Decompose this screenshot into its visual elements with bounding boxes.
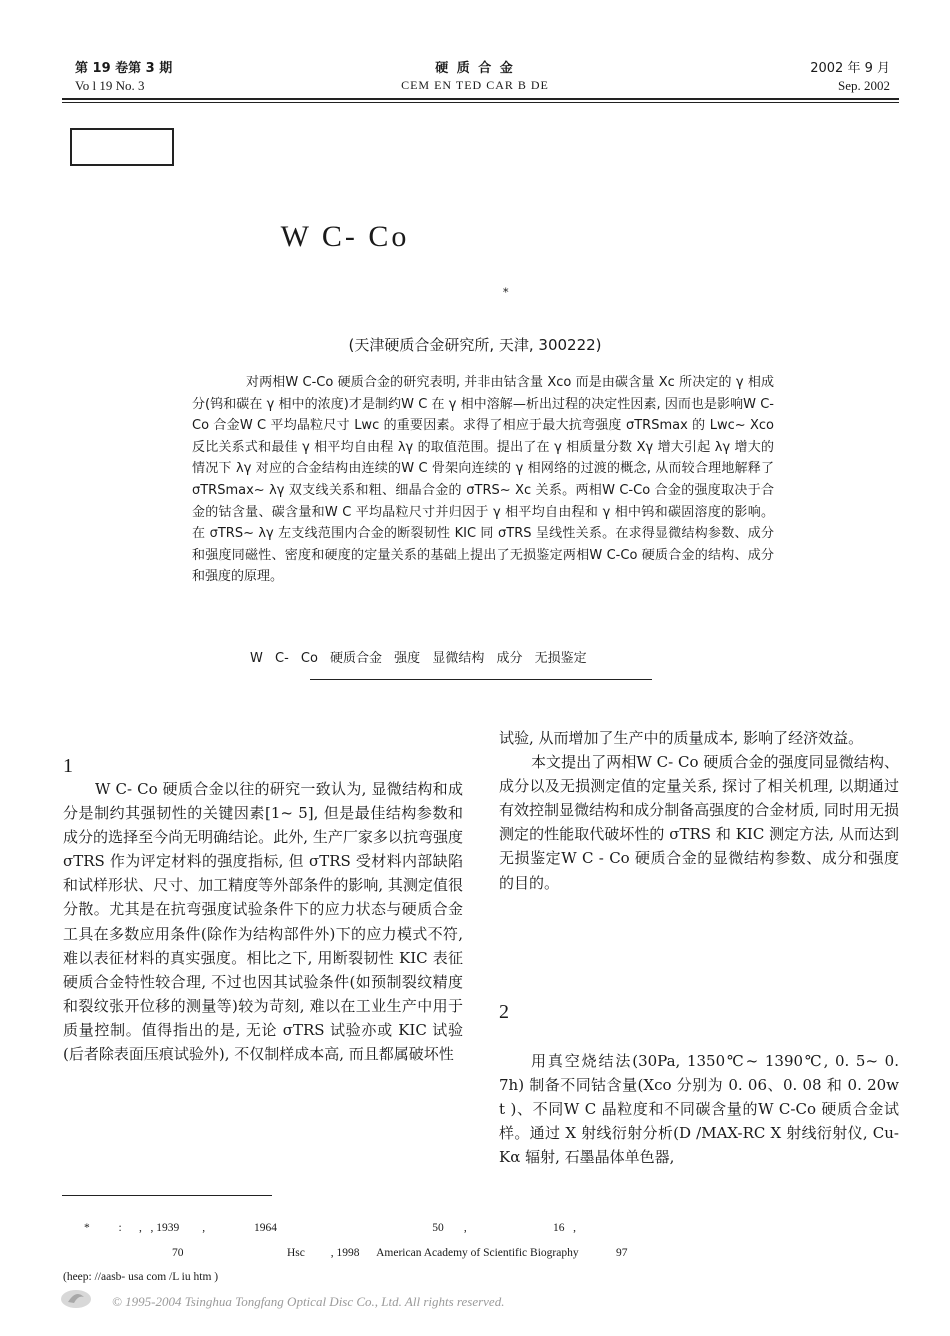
keywords: W C- Co 硬质合金 强度 显微结构 成分 无损鉴定 — [250, 651, 587, 666]
article-title: W C- Co — [280, 220, 410, 253]
journal-volume-en: Vo l 19 No. 3 — [75, 78, 145, 93]
section-1-paragraph-3: 本文提出了两相W C- Co 硬质合金的强度同显微结构、成分以及无损测定值的定量关系, 探讨了相关机理, 以期通过有效控制显微结构和成分制备高强度的合金材质, 同时用无损测定的性能取代破坏性的 σTRS 和 KIC 测定方法, 从而达到无损鉴定W C - Co 硬质合金的显微结构参数、成分和强度的目的。 — [499, 753, 899, 892]
abstract-text: 对两相W C-Co 硬质合金的研究表明, 并非由钴含量 Xco 而是由碳含量 Xc 所决定的 γ 相成分(钨和碳在 γ 相中的浓度)才是制约W C 在 γ 相中溶解—析出过程的决定性因素, 因而也是影响W C-Co 合金W C 平均晶粒尺寸 Lwc 的重要因素。求得了相应于最大抗弯强度 σTRSmax 的 Lwc~ Xco 反比关系式和最佳 γ 相平均自由程 λγ 的取值范围。提出了在 γ 相质量分数 Xγ 增大引起 λγ 增大的情况下 λγ 对应的合金结构由连续的W C 骨架向连续的 γ 相网络的过渡的概念, 从而较合理地解释了 σTRSmax~ λγ 双支线关系和粗、细晶合金的 σTRS~ Xc 关系。两相W C-Co 合金的强度取决于合金的钴含量、碳含量和W C 平均晶粒尺寸并归因于 γ 相平均自由程和 γ 相中钨和碳固溶度的影响。在 σTRS~ λγ 左支线范围内合金的断裂韧性 KIC 同 σTRS 呈线性关系。在求得显微结构参数、成分和强度同磁性、密度和硬度的定量关系的基础上提出了无损鉴定两相W C-Co 硬质合金的结构、成分和强度的原理。 — [192, 375, 774, 585]
section-1-paragraph-2: 试验, 从而增加了生产中的质量成本, 影响了经济效益。 — [499, 729, 864, 747]
column-label-box — [70, 128, 174, 166]
issue-date: 2002 年 9 月 — [810, 61, 890, 76]
section-2-paragraph-1: 用真空烧结法(30Pa, 1350℃~ 1390℃, 0. 5~ 0. 7h) 制备不同钴含量(Xco 分别为 0. 06、0. 08 和 0. 20w t )、不同W C 晶粒度和不同碳含量的W C-Co 硬质合金试样。通过 X 射线衍射分析(D /MAX-RC X 射线衍射仪, Cu- Kα 辐射, 石墨晶体单色器, — [499, 1052, 899, 1167]
abstract — [192, 372, 774, 588]
footnote-rule — [62, 1195, 272, 1196]
header-rule-thick — [62, 98, 899, 100]
copyright-notice: © 1995-2004 Tsinghua Tongfang Optical Disc Co., Ltd. All rights reserved. — [112, 1294, 505, 1309]
abstract-rule — [310, 679, 652, 680]
column-right-section-2 — [499, 1049, 899, 1169]
section-1-number: 1 — [63, 755, 73, 777]
header-rule-thin — [62, 102, 899, 103]
journal-name: 硬 质 合 金 — [435, 61, 515, 76]
header-left — [75, 60, 172, 94]
column-left — [63, 777, 463, 1066]
footnote-line-1: * : , , 1939 , 1964 50 , 16 , — [84, 1222, 576, 1234]
section-1-paragraph-1: W C- Co 硬质合金以往的研究一致认为, 显微结构和成分是制约其强韧性的关键因素[1~ 5], 但是最佳结构参数和成分的选择至今尚无明确结论。此外, 生产厂家多以抗弯强度 σTRS 作为评定材料的强度指标, 但 σTRS 受材料内部缺陷和试样形状、尺寸、加工精度等外部条件的影响, 其测定值很分散。尤其是在抗弯强度试验条件下的应力状态与硬质合金工具在多数应用条件(除作为结构部件外)下的应力模式不符, 难以表征材料的真实强度。相比之下, 用断裂韧性 KIC 表征硬质合金特性较合理, 不过也因其试验条件(如预制裂纹精度和裂纹张开位移的测量等)较为苛刻, 难以在工业生产中用于质量控制。值得指出的是, 无论 σTRS 试验亦或 KIC 试验(后者除表面压痕试验外), 不仅制样成本高, 而且都属破坏性 — [63, 780, 463, 1064]
footnote-line-2: 70 Hsc , 1998 American Academy of Scientific Biography 97 — [172, 1247, 628, 1259]
affiliation: (天津硬质合金研究所, 天津, 300222) — [348, 336, 602, 354]
column-right — [499, 726, 899, 895]
author-mark: * — [503, 286, 509, 299]
publisher-logo-icon — [58, 1287, 94, 1311]
header-right — [810, 60, 890, 94]
journal-name-en: CEM EN TED CAR B DE — [401, 78, 549, 92]
journal-volume: 第 19 卷第 3 期 — [75, 61, 173, 76]
header-center — [330, 60, 620, 94]
footnote-line-3: (heep: //aasb- usa com /L iu htm ) — [63, 1271, 219, 1283]
issue-date-en: Sep. 2002 — [838, 78, 890, 93]
section-2-number: 2 — [499, 1001, 509, 1023]
